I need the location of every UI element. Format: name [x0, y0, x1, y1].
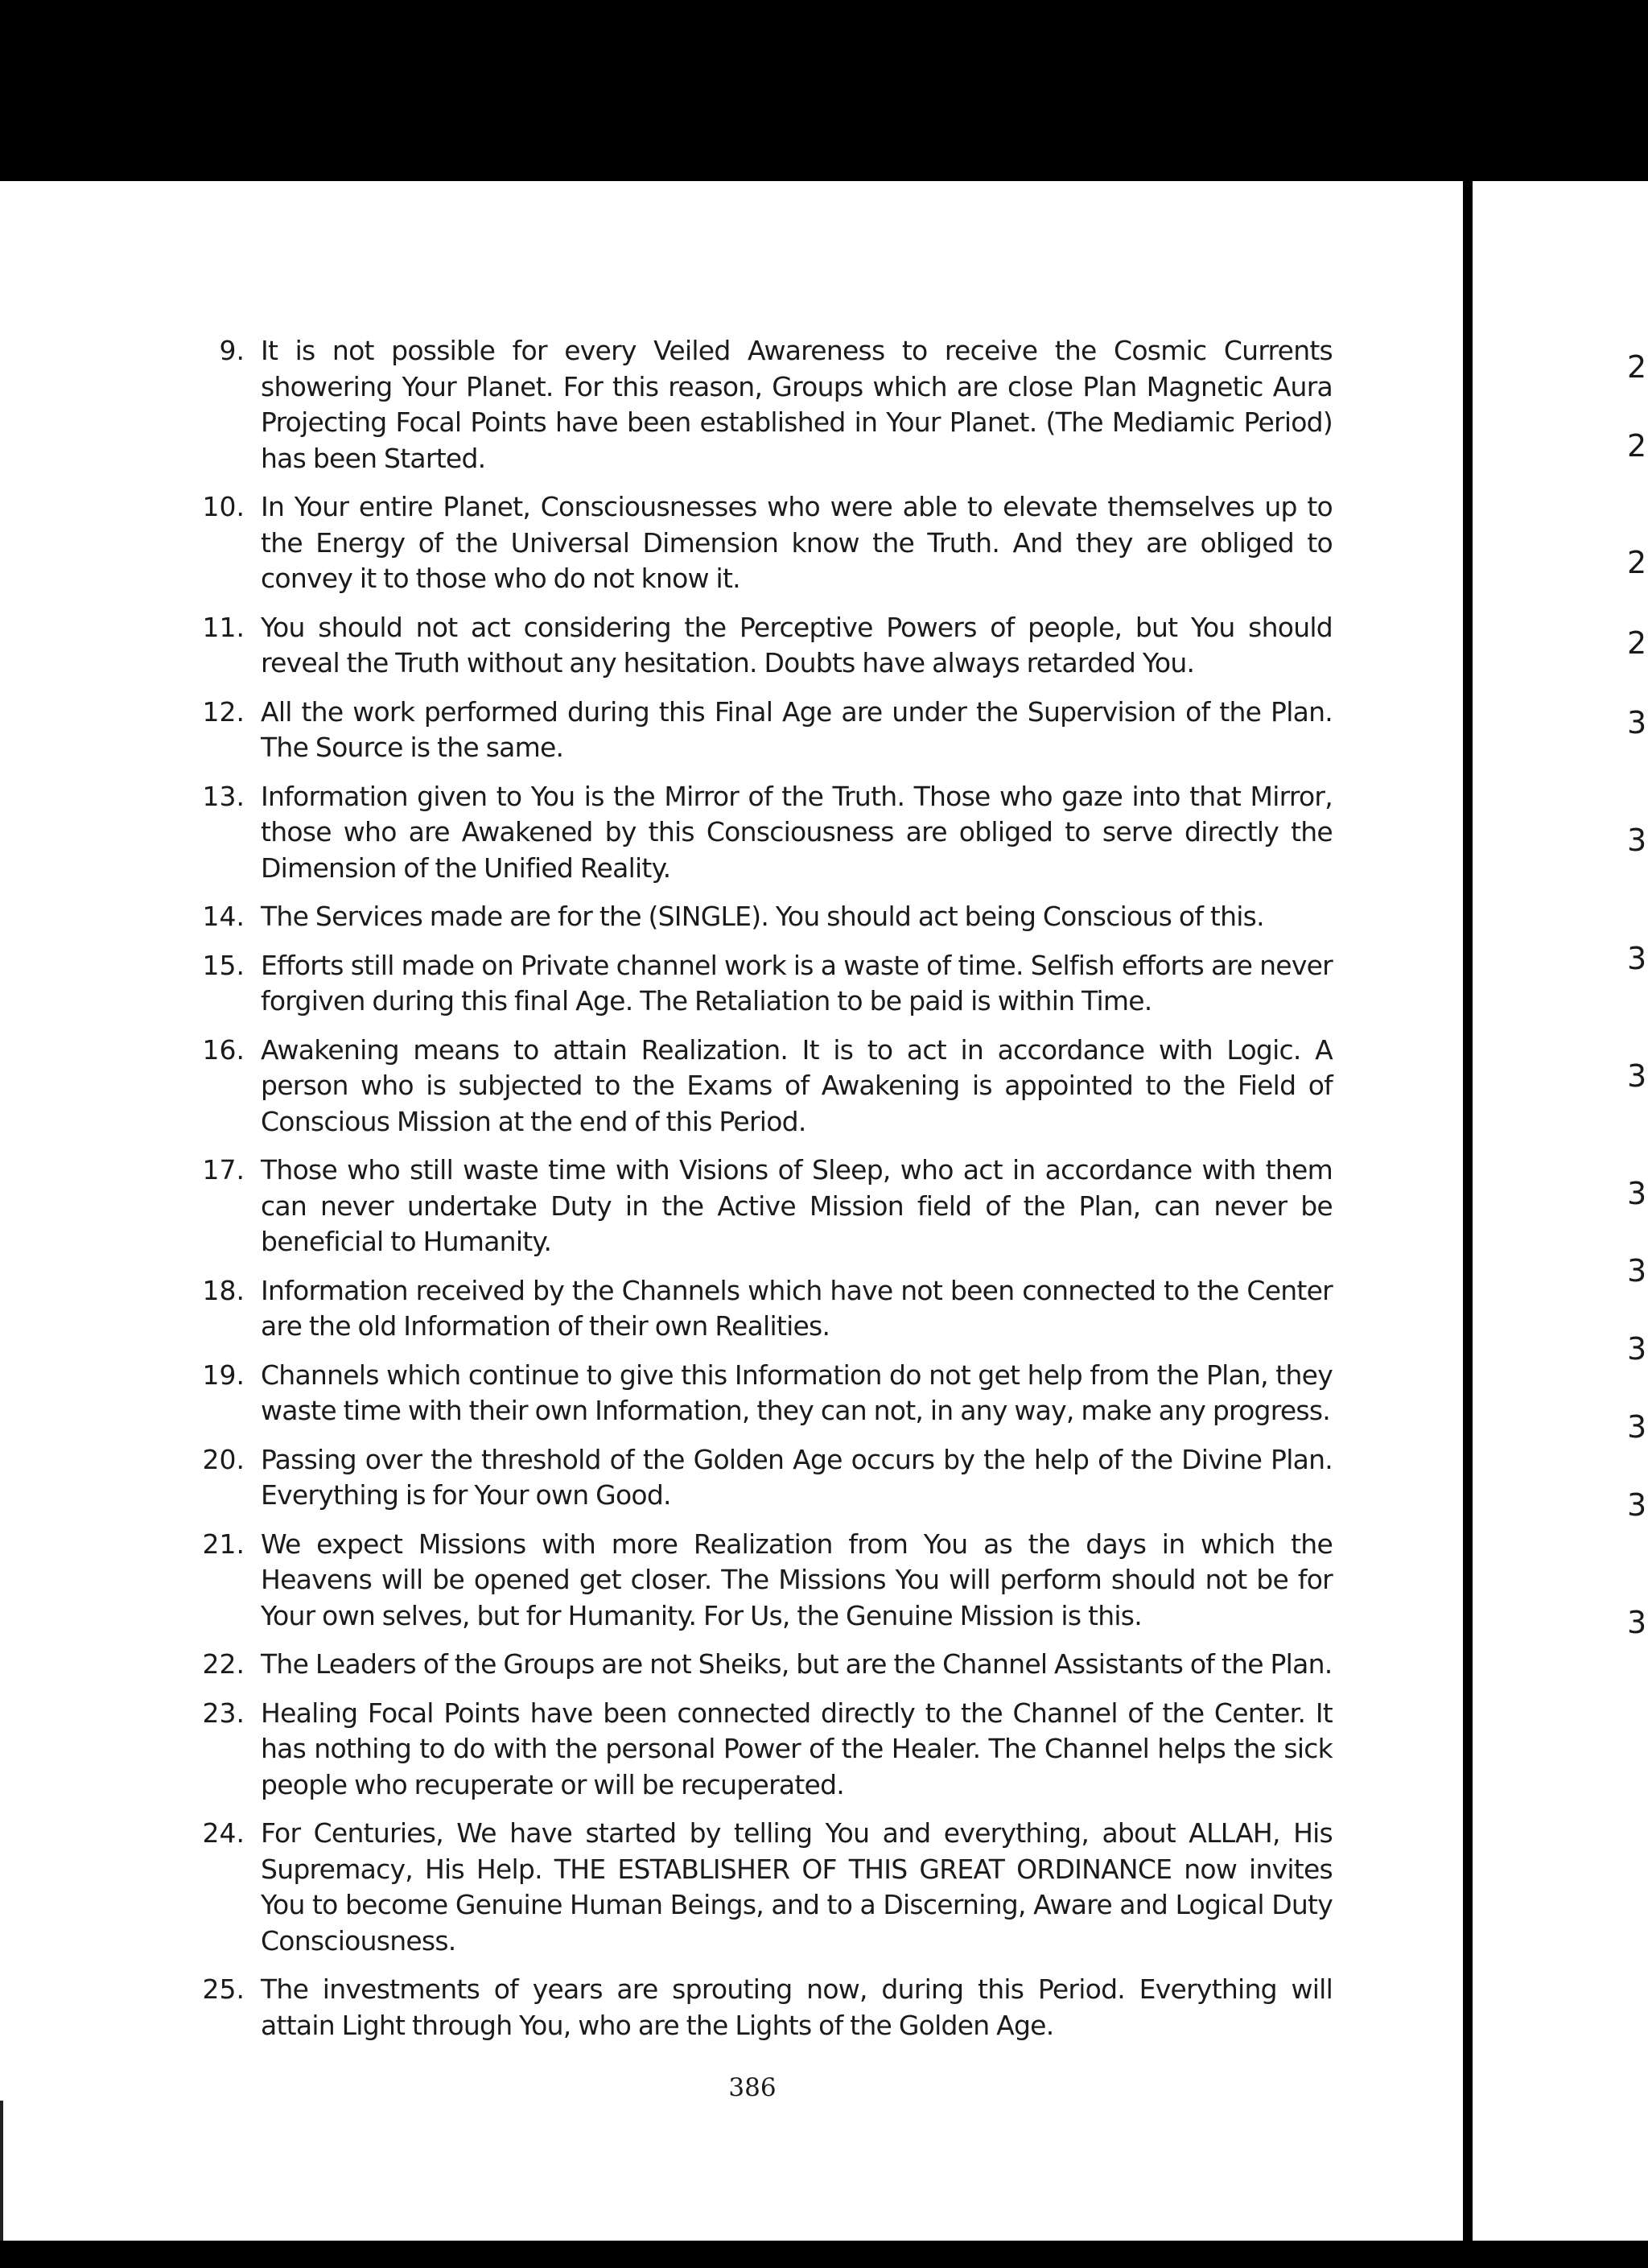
facing-page-number: 3	[1627, 705, 1647, 740]
item-text: We expect Missions with more Realization from You as the days in which the Heavens will be opened get closer. The Missions You will perform should not be for Your own selves, but for Humanity. For Us, the Genuine Mission is this.	[261, 1528, 1333, 1631]
item-number: 12.	[202, 695, 245, 728]
list-item	[190, 695, 1333, 766]
facing-page-number: 3	[1627, 1605, 1647, 1640]
list-item	[190, 333, 1333, 476]
facing-page-number: 2	[1627, 428, 1647, 464]
facing-page-number: 3	[1627, 1176, 1647, 1211]
book-spine-shadow	[1463, 161, 1473, 2254]
item-text: Efforts still made on Private channel work is a waste of time. Selfish efforts are never forgiven during this final Age. The Retaliation to be paid is within Time.	[261, 949, 1333, 1016]
list-item	[190, 1358, 1333, 1429]
item-text: Information given to You is the Mirror of the Truth. Those who gaze into that Mirror, those who are Awakened by this Consciousness are obliged to serve directly the Dimension of the Unified Reality.	[261, 780, 1333, 884]
page-number: 386	[728, 2073, 777, 2102]
facing-page-number: 2	[1627, 625, 1647, 661]
list-item	[190, 899, 1333, 935]
item-number: 14.	[202, 901, 245, 932]
list-item	[190, 1273, 1333, 1345]
item-number: 9.	[219, 335, 245, 366]
facing-page-number: 3	[1627, 1331, 1647, 1367]
list-item	[190, 1153, 1333, 1260]
item-text: Awakening means to attain Realization. It is to act in accordance with Logic. A person who is subjected to the Exams of Awakening is appointed to the Field of Conscious Mission at the end of this Period.	[261, 1033, 1333, 1137]
list-item	[190, 1527, 1333, 1635]
facing-page-number: 3	[1627, 1058, 1647, 1094]
facing-page-number: 3	[1627, 1487, 1647, 1523]
item-text: The Leaders of the Groups are not Sheiks, but are the Channel Assistants of the Plan.	[261, 1648, 1333, 1680]
item-text: You should not act considering the Perceptive Powers of people, but You should reveal the Truth without any hesitation. Doubts have always retarded You.	[261, 611, 1333, 678]
scan-bottom-band	[0, 2241, 1648, 2268]
item-number: 10.	[202, 491, 245, 522]
numbered-list	[190, 333, 1333, 2056]
scan-top-band	[0, 0, 1648, 181]
item-number: 21.	[202, 1528, 245, 1560]
item-number: 15.	[202, 949, 245, 981]
list-item	[190, 779, 1333, 887]
list-item	[190, 489, 1333, 597]
facing-page-number: 2	[1627, 349, 1647, 385]
item-text: Channels which continue to give this Information do not get help from the Plan, they waste time with their own Information, they can not, in any way, make any progress.	[261, 1359, 1333, 1426]
list-item	[190, 1816, 1333, 1959]
item-text: In Your entire Planet, Consciousnesses who were able to elevate themselves up to the Energy of the Universal Dimension know the Truth. And they are obliged to convey it to those who do not know it.	[261, 491, 1333, 594]
facing-page-number: 3	[1627, 1253, 1647, 1289]
item-number: 18.	[202, 1274, 245, 1306]
list-item	[190, 610, 1333, 682]
item-number: 24.	[202, 1817, 245, 1849]
facing-page-edge	[1473, 181, 1648, 2241]
item-number: 25.	[202, 1973, 245, 2005]
item-number: 20.	[202, 1443, 245, 1475]
facing-page-number: 3	[1627, 823, 1647, 858]
item-number: 23.	[202, 1697, 245, 1729]
item-text: For Centuries, We have started by telling You and everything, about ALLAH, His Supremacy, His Help. THE ESTABLISHER OF THIS GREAT ORDINANCE now invites You to become Genuine Human Beings, and to a Discerning, Aware and Logical Duty Consciousness.	[261, 1817, 1333, 1957]
item-number: 17.	[202, 1154, 245, 1186]
scan-left-edge	[0, 2101, 3, 2254]
item-number: 13.	[202, 780, 245, 812]
item-text: Information received by the Channels which have not been connected to the Center are the old Information of their own Realities.	[261, 1274, 1333, 1342]
item-text: Passing over the threshold of the Golden Age occurs by the help of the Divine Plan. Everything is for Your own Good.	[261, 1443, 1333, 1511]
facing-page-number: 3	[1627, 1409, 1647, 1445]
item-text: It is not possible for every Veiled Awareness to receive the Cosmic Currents showering Your Planet. For this reason, Groups which are close Plan Magnetic Aura Projecting Focal Points have been established in Your Planet. (The Mediamic Period) has been Started.	[261, 335, 1333, 474]
item-text: Those who still waste time with Visions of Sleep, who act in accordance with them can never undertake Duty in the Active Mission field of the Plan, can never be beneficial to Humanity.	[261, 1154, 1333, 1257]
item-number: 22.	[202, 1648, 245, 1680]
list-item	[190, 1442, 1333, 1514]
list-item	[190, 1033, 1333, 1140]
list-item	[190, 1647, 1333, 1683]
item-number: 11.	[202, 611, 245, 643]
item-text: Healing Focal Points have been connected directly to the Channel of the Center. It has nothing to do with the personal Power of the Healer. The Channel helps the sick people who recuperate or will be recuperated.	[261, 1697, 1333, 1800]
item-text: All the work performed during this Final Age are under the Supervision of the Plan. The Source is the same.	[261, 695, 1333, 763]
list-item	[190, 948, 1333, 1020]
item-text: The Services made are for the (SINGLE). You should act being Conscious of this.	[261, 901, 1264, 932]
list-item	[190, 1696, 1333, 1804]
list-item	[190, 1972, 1333, 2043]
item-number: 19.	[202, 1359, 245, 1391]
facing-page-number: 3	[1627, 941, 1647, 976]
item-number: 16.	[202, 1033, 245, 1066]
item-text: The investments of years are sprouting now, during this Period. Everything will attain Light through You, who are the Lights of the Golden Age.	[261, 1973, 1333, 2041]
facing-page-number: 2	[1627, 545, 1647, 580]
